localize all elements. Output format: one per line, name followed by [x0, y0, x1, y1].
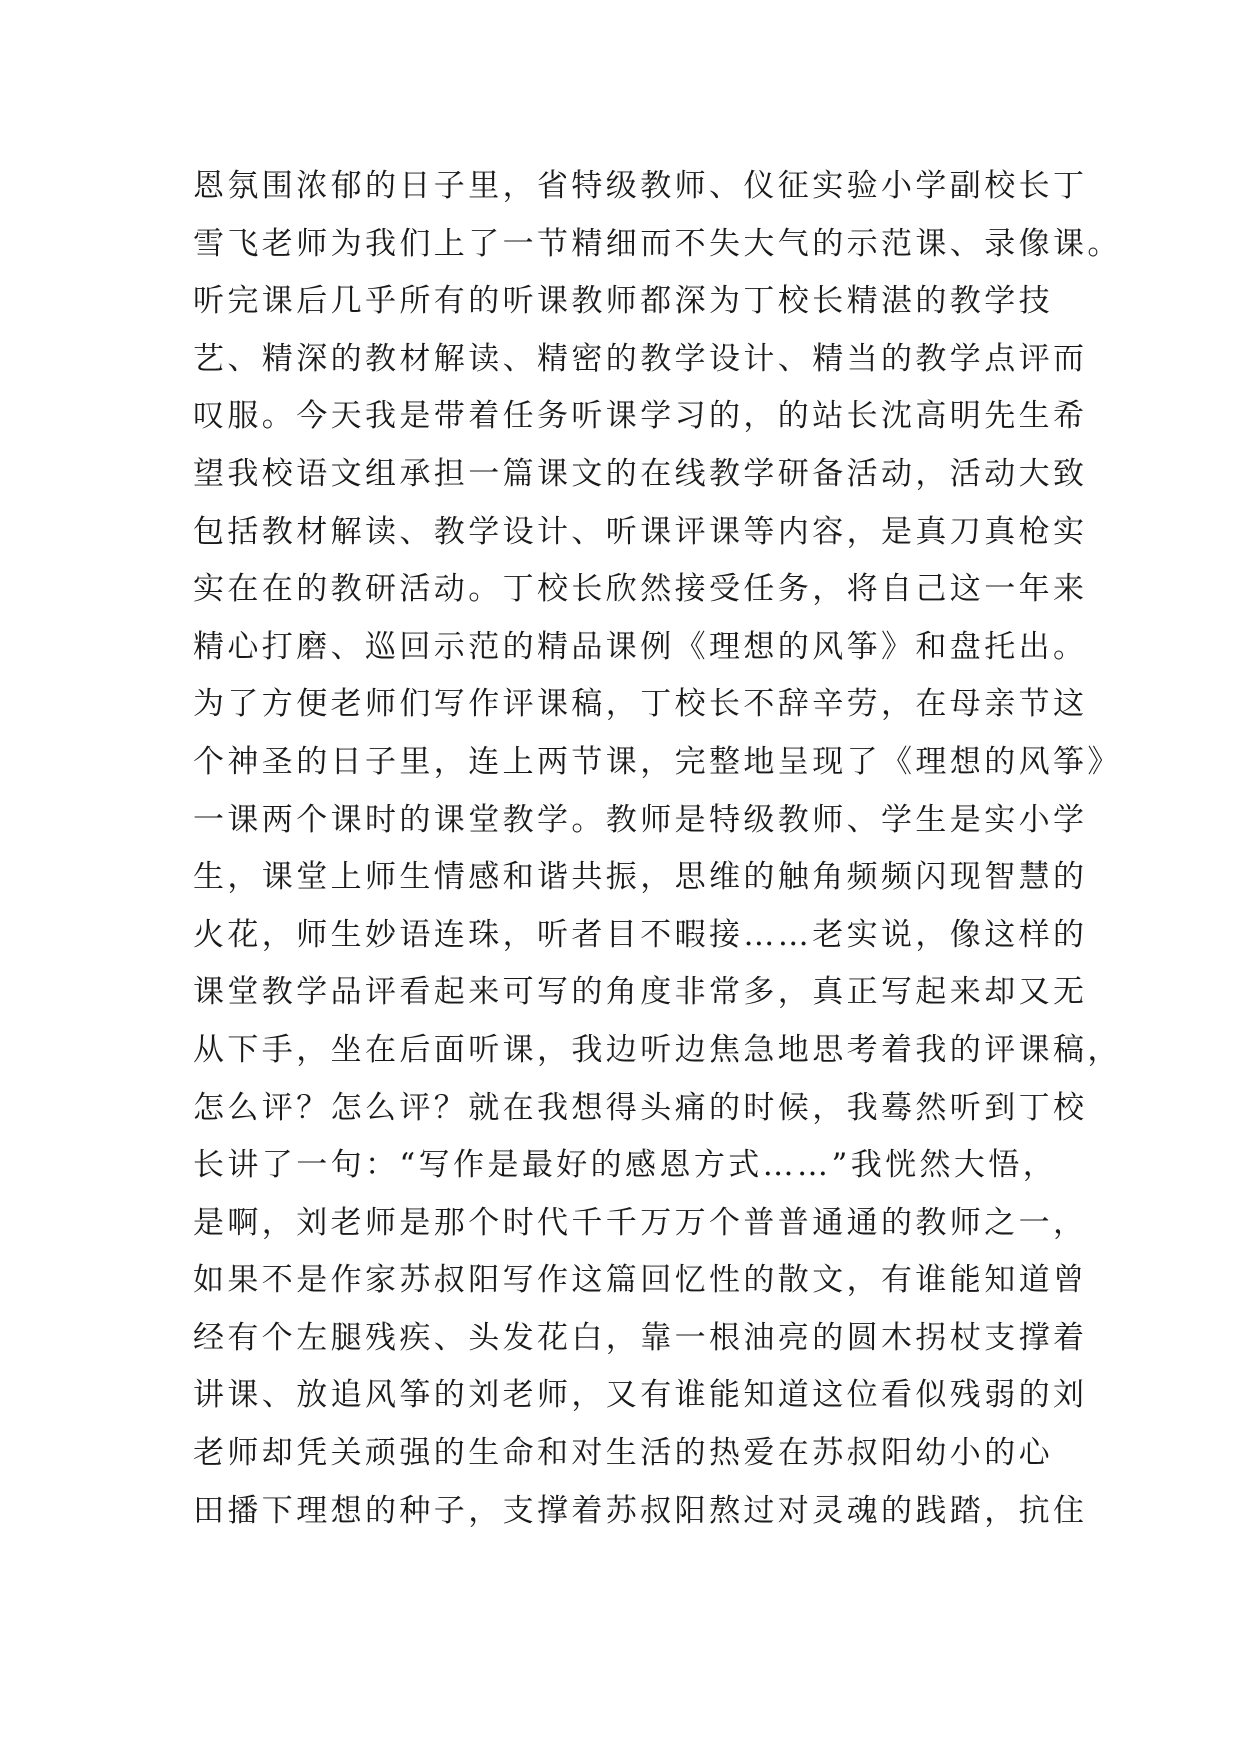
text-line: 雪飞老师为我们上了一节精细而不失大气的示范课、录像课。 — [193, 225, 1122, 262]
text-line: 讲课、放追风筝的刘老师，又有谁能知道这位看似残弱的刘 — [193, 1377, 1088, 1414]
text-line: 课堂教学品评看起来可写的角度非常多，真正写起来却又无 — [193, 974, 1088, 1011]
text-line: 包括教材解读、教学设计、听课评课等内容，是真刀真枪实 — [193, 513, 1088, 550]
text-line: 一课两个课时的课堂教学。教师是特级教师、学生是实小学 — [193, 801, 1088, 838]
text-line: 田播下理想的种子，支撑着苏叔阳熬过对灵魂的践踏，抗住 — [193, 1492, 1088, 1529]
text-line: 火花，师生妙语连珠，听者目不暇接……老实说，像这样的 — [193, 916, 1088, 953]
text-line: 老师却凭关顽强的生命和对生活的热爱在苏叔阳幼小的心 — [193, 1435, 1053, 1472]
text-line: 个神圣的日子里，连上两节课，完整地呈现了《理想的风筝》 — [193, 743, 1122, 780]
text-line: 怎么评？怎么评？就在我想得头痛的时候，我蓦然听到丁校 — [193, 1089, 1088, 1126]
text-line: 实在在的教研活动。丁校长欣然接受任务，将自己这一年来 — [193, 571, 1088, 608]
text-line: 生，课堂上师生情感和谐共振，思维的触角频频闪现智慧的 — [193, 859, 1088, 896]
text-line: 恩氛围浓郁的日子里，省特级教师、仪征实验小学副校长丁 — [193, 168, 1088, 204]
text-line: 精心打磨、巡回示范的精品课例《理想的风筝》和盘托出。 — [193, 628, 1088, 665]
text-line: 为了方便老师们写作评课稿，丁校长不辞辛劳，在母亲节这 — [193, 686, 1088, 723]
document-body-text — [193, 158, 1122, 1540]
text-line: 艺、精深的教材解读、精密的教学设计、精当的教学点评而 — [193, 340, 1088, 377]
text-line: 经有个左腿残疾、头发花白，靠一根油亮的圆木拐杖支撑着 — [193, 1319, 1088, 1356]
text-line: 如果不是作家苏叔阳写作这篇回忆性的散文，有谁能知道曾 — [193, 1262, 1088, 1299]
text-line: 望我校语文组承担一篇课文的在线教学研备活动，活动大致 — [193, 455, 1088, 492]
text-line: 从下手，坐在后面听课，我边听边焦急地思考着我的评课稿， — [193, 1031, 1122, 1068]
text-line: 叹服。今天我是带着任务听课学习的，的站长沈高明先生希 — [193, 398, 1088, 435]
text-line: 是啊，刘老师是那个时代千千万万个普普通通的教师之一， — [193, 1204, 1088, 1241]
text-line: 听完课后几乎所有的听课教师都深为丁校长精湛的教学技 — [193, 283, 1053, 320]
text-line: 长讲了一句：“写作是最好的感恩方式……”我恍然大悟， — [193, 1147, 1058, 1184]
